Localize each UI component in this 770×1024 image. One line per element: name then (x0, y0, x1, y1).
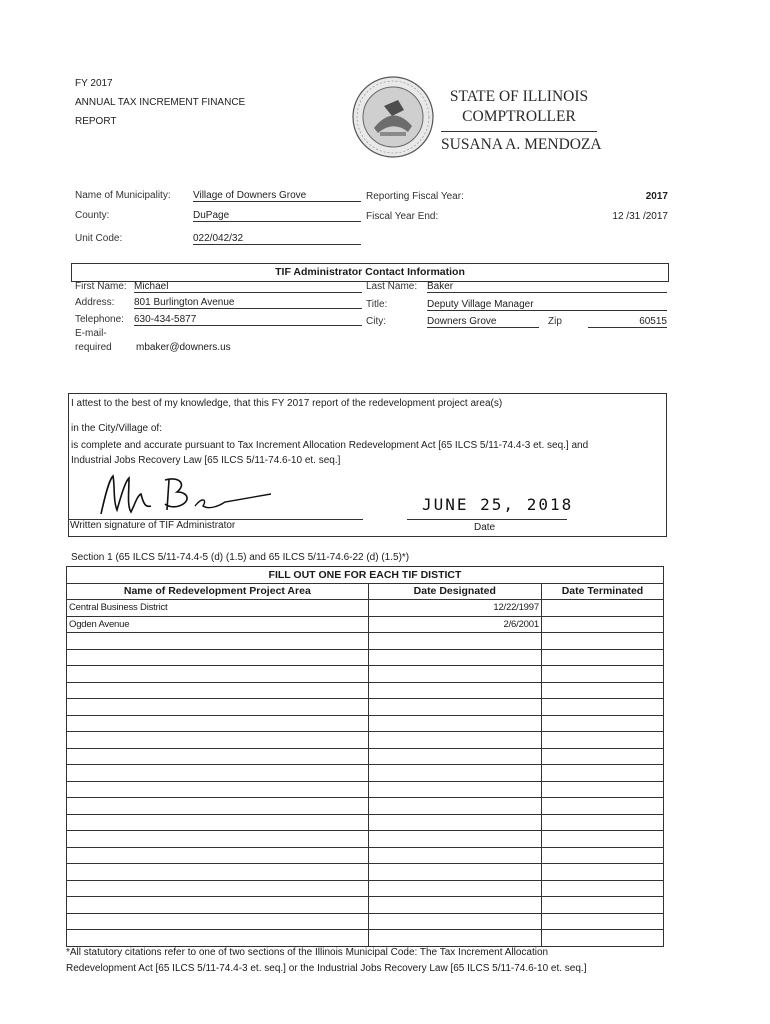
first-name-value: Michael (134, 281, 362, 293)
footnote-line2: Redevelopment Act [65 ILCS 5/11-74.4-3 et. seq.] or the Industrial Jobs Recovery Law [65 ILCS 5/11-74.6-10 et. seq.] (66, 963, 587, 974)
fiscal-end-value: 12 /31 /2017 (612, 211, 668, 222)
table-row (67, 798, 664, 815)
empty-cell (541, 748, 663, 765)
empty-cell (67, 913, 369, 930)
table-row (67, 666, 664, 683)
title-label: Title: (366, 299, 388, 310)
empty-cell (67, 715, 369, 732)
fiscal-year-value: 2017 (645, 191, 668, 202)
zip-value: 60515 (588, 316, 667, 328)
empty-cell (541, 699, 663, 716)
unit-code-label: Unit Code: (75, 233, 123, 244)
empty-cell (67, 649, 369, 666)
empty-cell (368, 831, 541, 848)
empty-cell (541, 781, 663, 798)
date-terminated-cell (541, 600, 663, 617)
empty-cell (67, 682, 369, 699)
state-name: STATE OF ILLINOIS (449, 88, 589, 105)
table-row (67, 748, 664, 765)
empty-cell (541, 798, 663, 815)
empty-cell (67, 798, 369, 815)
footnote-line1: *All statutory citations refer to one of two sections of the Illinois Municipal Code: The Tax Increment Allocation (66, 947, 549, 958)
empty-cell (368, 649, 541, 666)
empty-cell (67, 847, 369, 864)
empty-cell (368, 913, 541, 930)
attest-line2: in the City/Village of: (71, 423, 162, 434)
municipality-value: Village of Downers Grove (193, 190, 361, 202)
tif-table-body (67, 600, 664, 947)
table-row (67, 616, 664, 633)
last-name-value: Baker (427, 281, 667, 293)
table-row (67, 600, 664, 617)
handwritten-date: JUNE 25, 2018 (422, 495, 574, 514)
empty-cell (368, 732, 541, 749)
date-label: Date (474, 522, 496, 533)
empty-cell (541, 633, 663, 650)
empty-cell (67, 930, 369, 947)
col-terminated-header: Date Terminated (541, 583, 663, 600)
empty-cell (541, 732, 663, 749)
zip-label: Zip (548, 316, 562, 327)
empty-cell (541, 930, 663, 947)
empty-cell (67, 765, 369, 782)
report-subtitle: REPORT (75, 116, 117, 127)
empty-cell (541, 880, 663, 897)
empty-cell (541, 649, 663, 666)
address-value: 801 Burlington Avenue (134, 297, 362, 309)
empty-cell (541, 897, 663, 914)
empty-cell (67, 748, 369, 765)
empty-cell (368, 715, 541, 732)
table-row (67, 732, 664, 749)
county-value: DuPage (193, 210, 361, 222)
empty-cell (67, 781, 369, 798)
telephone-value: 630-434-5877 (134, 314, 362, 326)
report-title: ANNUAL TAX INCREMENT FINANCE (75, 97, 246, 108)
county-label: County: (75, 210, 110, 221)
empty-cell (368, 765, 541, 782)
signature-image (95, 466, 275, 526)
empty-cell (368, 864, 541, 881)
project-name-cell: Central Business District (67, 600, 369, 617)
empty-cell (67, 633, 369, 650)
empty-cell (368, 897, 541, 914)
empty-cell (368, 666, 541, 683)
empty-cell (368, 880, 541, 897)
section1-title: Section 1 (65 ILCS 5/11-74.4-5 (d) (1.5) and 65 ILCS 5/11-74.6-22 (d) (1.5)*) (71, 552, 410, 563)
empty-cell (67, 831, 369, 848)
empty-cell (67, 864, 369, 881)
email-value: mbaker@downers.us (136, 342, 231, 353)
footnote (66, 945, 676, 977)
telephone-label: Telephone: (75, 314, 124, 325)
fiscal-end-label: Fiscal Year End: (366, 211, 439, 222)
title-value: Deputy Village Manager (427, 299, 667, 311)
empty-cell (67, 814, 369, 831)
city-value: Downers Grove (427, 316, 539, 328)
comptroller-title: COMPTROLLER (462, 108, 576, 125)
tif-district-table (66, 566, 664, 947)
tif-contact-header: TIF Administrator Contact Information (71, 263, 669, 282)
empty-cell (541, 715, 663, 732)
state-seal-icon (352, 76, 434, 158)
empty-cell (541, 831, 663, 848)
empty-cell (541, 847, 663, 864)
empty-cell (368, 847, 541, 864)
empty-cell (541, 864, 663, 881)
report-header (75, 74, 245, 131)
empty-cell (368, 633, 541, 650)
empty-cell (368, 682, 541, 699)
email-label-line2: required (75, 342, 112, 353)
empty-cell (368, 798, 541, 815)
comptroller-block (441, 87, 602, 155)
empty-cell (67, 732, 369, 749)
table-row (67, 847, 664, 864)
table-row (67, 765, 664, 782)
comptroller-rule (441, 131, 597, 132)
table-row (67, 831, 664, 848)
table-row (67, 649, 664, 666)
empty-cell (368, 699, 541, 716)
empty-cell (67, 880, 369, 897)
date-terminated-cell (541, 616, 663, 633)
date-designated-cell: 12/22/1997 (368, 600, 541, 617)
address-label: Address: (75, 297, 115, 308)
empty-cell (368, 781, 541, 798)
date-designated-cell: 2/6/2001 (368, 616, 541, 633)
first-name-label: First Name: (75, 281, 127, 292)
empty-cell (541, 814, 663, 831)
table-row (67, 897, 664, 914)
table-row (67, 880, 664, 897)
table-row (67, 864, 664, 881)
comptroller-name: SUSANA A. MENDOZA (441, 136, 602, 153)
empty-cell (541, 666, 663, 683)
unit-code-value: 022/042/32 (193, 233, 361, 245)
municipality-label: Name of Municipality: (75, 190, 171, 201)
email-label (75, 327, 112, 355)
table-row (67, 633, 664, 650)
signature-label: Written signature of TIF Administrator (70, 520, 236, 531)
date-line (407, 519, 567, 520)
email-label-line1: E-mail- (75, 328, 107, 339)
empty-cell (541, 765, 663, 782)
city-label: City: (366, 316, 386, 327)
last-name-label: Last Name: (366, 281, 418, 292)
attest-line4: Industrial Jobs Recovery Law [65 ILCS 5/11-74.6-10 et. seq.] (71, 455, 341, 466)
empty-cell (67, 699, 369, 716)
col-name-header: Name of Redevelopment Project Area (67, 583, 369, 600)
empty-cell (67, 666, 369, 683)
attest-line1: I attest to the best of my knowledge, that this FY 2017 report of the redevelopment project area(s) (71, 398, 503, 409)
empty-cell (368, 748, 541, 765)
fiscal-year-label: Reporting Fiscal Year: (366, 191, 464, 202)
table-row (67, 682, 664, 699)
table-row (67, 715, 664, 732)
empty-cell (541, 682, 663, 699)
table-row (67, 814, 664, 831)
col-designated-header: Date Designated (368, 583, 541, 600)
table-row (67, 781, 664, 798)
table-row (67, 913, 664, 930)
report-fy: FY 2017 (75, 78, 113, 89)
attest-line3: is complete and accurate pursuant to Tax Increment Allocation Redevelopment Act [65 ILCS 5/11-74.4-3 et. seq.] and (71, 440, 589, 451)
fill-out-header: FILL OUT ONE FOR EACH TIF DISTICT (67, 567, 664, 584)
empty-cell (67, 897, 369, 914)
empty-cell (368, 930, 541, 947)
empty-cell (541, 913, 663, 930)
empty-cell (368, 814, 541, 831)
project-name-cell: Ogden Avenue (67, 616, 369, 633)
table-row (67, 699, 664, 716)
table-row (67, 930, 664, 947)
